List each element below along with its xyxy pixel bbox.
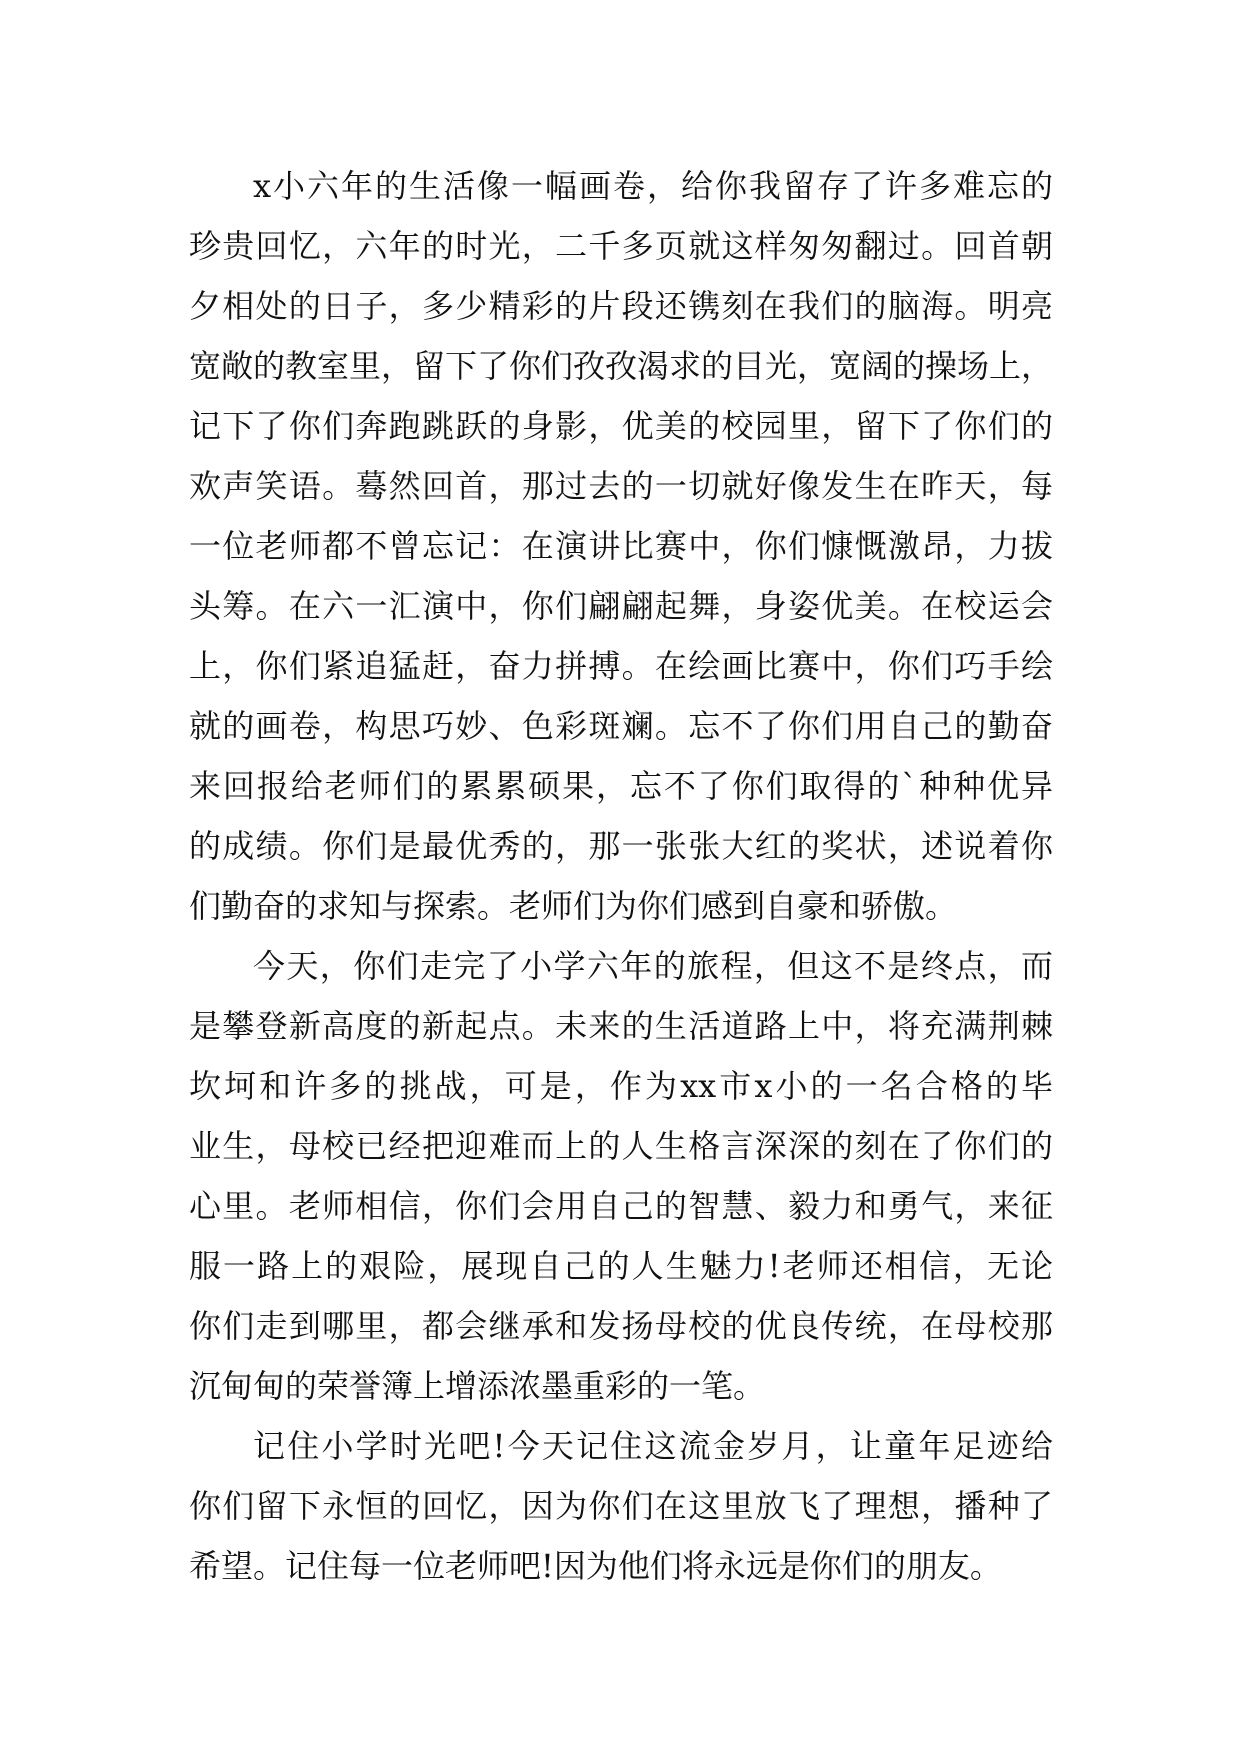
- document-body: [189, 156, 1053, 1596]
- text-line: 欢声笑语。蓦然回首，那过去的一切就好像发生在昨天，每: [189, 467, 1053, 505]
- text-line: 记住小学时光吧!今天记住这流金岁月，让童年足迹给: [253, 1427, 1053, 1465]
- text-line: 珍贵回忆，六年的时光，二千多页就这样匆匆翻过。回首朝: [189, 227, 1053, 265]
- paragraph-1: [189, 156, 1053, 936]
- text-line: 来回报给老师们的累累硕果，忘不了你们取得的`种种优异: [189, 767, 1053, 805]
- text-line: 坎坷和许多的挑战，可是，作为xx市x小的一名合格的毕: [189, 1067, 1053, 1105]
- text-line: 宽敞的教室里，留下了你们孜孜渴求的目光，宽阔的操场上，: [189, 347, 1054, 385]
- text-line: 你们走到哪里，都会继承和发扬母校的优良传统，在母校那: [189, 1307, 1053, 1345]
- text-line: 服一路上的艰险，展现自己的人生魅力!老师还相信，无论: [189, 1247, 1053, 1285]
- text-line: 一位老师都不曾忘记：在演讲比赛中，你们慷慨激昂，力拔: [189, 527, 1053, 565]
- paragraph-2: [189, 936, 1053, 1416]
- text-line: 心里。老师相信，你们会用自己的智慧、毅力和勇气，来征: [189, 1187, 1053, 1225]
- text-line: 今天，你们走完了小学六年的旅程，但这不是终点，而: [253, 947, 1053, 985]
- text-line: 记下了你们奔跑跳跃的身影，优美的校园里，留下了你们的: [189, 407, 1053, 445]
- text-line: 你们留下永恒的回忆，因为你们在这里放飞了理想，播种了: [189, 1487, 1053, 1525]
- text-line: 就的画卷，构思巧妙、色彩斑斓。忘不了你们用自己的勤奋: [189, 707, 1053, 745]
- text-line: 夕相处的日子，多少精彩的片段还镌刻在我们的脑海。明亮: [189, 287, 1053, 325]
- text-line: 希望。记住每一位老师吧!因为他们将永远是你们的朋友。: [189, 1547, 1002, 1585]
- text-line: 们勤奋的求知与探索。老师们为你们感到自豪和骄傲。: [189, 887, 958, 925]
- paragraph-3: [189, 1416, 1053, 1596]
- text-line: 沉甸甸的荣誉簿上增添浓墨重彩的一笔。: [189, 1367, 766, 1405]
- text-line: 业生，母校已经把迎难而上的人生格言深深的刻在了你们的: [189, 1127, 1053, 1165]
- text-line: x小六年的生活像一幅画卷，给你我留存了许多难忘的: [253, 167, 1053, 205]
- text-line: 上，你们紧追猛赶，奋力拼搏。在绘画比赛中，你们巧手绘: [189, 647, 1053, 685]
- text-line: 是攀登新高度的新起点。未来的生活道路上中，将充满荆棘: [189, 1007, 1053, 1045]
- text-line: 的成绩。你们是最优秀的，那一张张大红的奖状，述说着你: [189, 827, 1053, 865]
- text-line: 头筹。在六一汇演中，你们翩翩起舞，身姿优美。在校运会: [189, 587, 1053, 625]
